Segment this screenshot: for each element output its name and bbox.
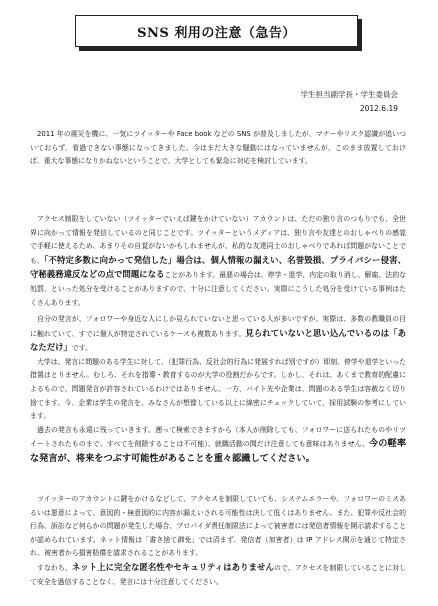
issue-date: 2012.6.19 [359,104,398,113]
paragraph-anonymity [30,493,406,589]
paragraph-text: アクセス制限をしていない（ツイッターでいえば鍵をかけていない）アカウントは、ただの独り言のつもりでも、全世界に向かって情報を発信しているのと同じことです。ツイッターというメディアは、独り言や友達とのおしゃべりの感覚で手軽に使えるため、あまりその自覚がないかもしれませんが、私的な友達同士のおしゃべりであれば問題がないことでも、 [30,215,406,265]
title-box [75,15,362,51]
paragraph-visibility [30,313,406,467]
page-title: SNS 利用の注意（急告） [137,25,296,41]
paragraph-intro [30,128,406,169]
paragraph-text: 2011 年の震災を機に、一気にツイッターや Face book などの SNS が普及しましたが、マナーやリスク認識が追いついておらず、看過できない事態になってきました。今はまだ大きな騒動にはなっていませんが、このまま放置しておけば、重大な事態になりかねないということで、大学としても緊急に対応を検討しています。 [30,130,406,166]
paragraph-emphasis: 「不特定多数に向かって発信した」場合は、個人情報の漏えい、名誉毀損、プライバシー侵害、守秘義務違反などの点で問題になる [30,254,406,280]
paragraph-text: ツイッターのアカウントに鍵をかけるなどして、アクセスを制限していても、システムエラーや、フォロワーのミスあるいは悪意によって、意図的・無意図的に内容が漏えいされる可能性は決して低くはありません。また、犯罪や反社会的行為、訴訟など何らかの問題が発生した場合、プロバイダ責任制限法によって被害者には発信者情報を開示請求することが認められています。ネット情報は「書き捨て御免」では済まず、発信者（加害者）は IP アドレス開示を通じて特定され、被害者から損害賠償を請求されることがあります。 すなわち、 [30,495,406,572]
paragraph-emphasis-strong: 今の軽率な発言が、将来をつぶす可能性があることを重々認識してください。 [30,438,407,464]
paragraph-text: です。 大学は、発言に問題のある学生に対して、（犯罪行為、反社会的行為に発展すれば別ですが）即刻、停学や退学といった措置はとりません。むしろ、それを指導・教育するのが大学の役割だからです。しかし、それは、あくまで教育的配慮によるもので、問題発言が許容されているわけではありません。一方、バイト先や企業は、問題のある学生は容赦なく切り捨てます。今、企業は学生の発言を、みなさんが想像している以上に綿密にチェックしていて、採用試験の参考にしています。 過去の発言も永遠に残っていきます。遡って検索できますから（本人が削除しても、フォロワーに送られたものやリツイートされたものまで、すべてを削除することは不可能）、就職活動の間だけ注意しても意味はありません。 [30,344,406,449]
paragraph-text: 自分の発言が、フォロワーや身近な人にしか見られていないと思っている人が多いですが、実際は、多数の教職員の目に触れていて、すでに個人が特定されているケースも複数あります。 [30,315,406,338]
paragraph-text: ことがあります。最悪の場合は、停学・退学、内定の取り消し、解雇、法的な処罰、といった処分を受けることがありますので、十分に注意してください。実際にこうした処分を受けている事例はたくさんあります。 [30,271,407,307]
issuer-department: 学生担当副学長・学生委員会 [300,90,398,99]
paragraph-emphasis: 見られていないと思い込んでいるのは「あなただけ」 [30,327,407,353]
paragraph-emphasis: ネット上に完全な匿名性やセキュリティはありません [71,561,274,572]
title-box-frame [75,15,358,47]
paragraph-access-restriction [30,213,406,310]
paragraph-text: ので、アクセスを制限していることに対して安全を過信することなく、発言には十分注意してください。 [30,563,407,586]
issuer-block [301,88,399,116]
